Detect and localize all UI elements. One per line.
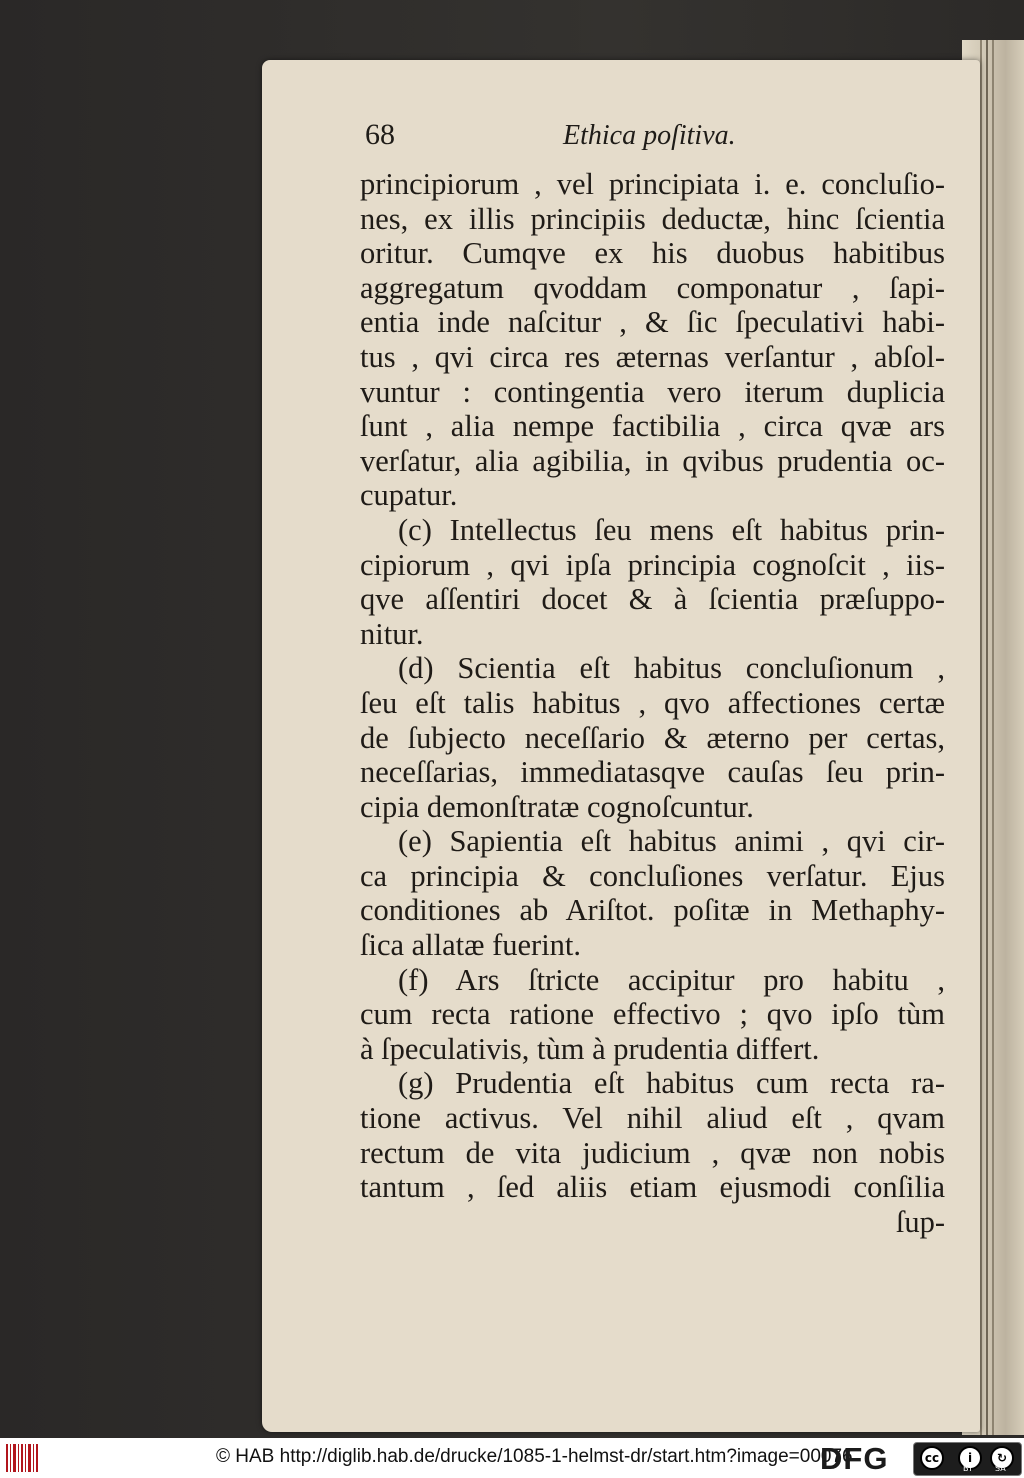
text-line: cipiorum , qvi ipſa principia cognoſcit , iis- [360,547,945,582]
text-line: qve aſſentiri docet & à ſcientia præſuppo- [360,582,945,617]
text-line: ca principia & concluſiones verſatur. Ejus [360,858,945,893]
text-line: neceſſarias, immediatasqve cauſas ſeu prin- [360,755,945,790]
text-line: aggregatum qvoddam componatur , ſapi- [360,270,945,305]
text-line: (g) Prudentia eſt habitus cum recta ra- [398,1066,945,1101]
text-line: entia inde naſcitur , & ſic ſpeculativi habi- [360,305,945,340]
text-line: ſup- [895,1204,945,1239]
body-text [360,167,945,1239]
text-line: ſunt , alia nempe factibilia , circa qvæ ars [360,409,945,444]
text-line: verſatur, alia agibilia, in qvibus prudentia oc- [360,443,945,478]
text-line: vuntur : contingentia vero iterum duplicia [360,374,945,409]
text-line: oritur. Cumqve ex his duobus habitibus [360,236,945,271]
text-line: tantum , ſed aliis etiam ejusmodi conſilia [360,1170,945,1205]
text-line: tus , qvi circa res æternas verſantur , abſol- [360,339,945,374]
by-label: BY [963,1464,973,1473]
text-line: cum recta ratione effectivo ; qvo ipſo tùm [360,997,945,1032]
text-line: rectum de vita judicium , qvæ non nobis [360,1135,945,1170]
text-line: cipia demonſtratæ cognoſcuntur. [360,789,754,824]
text-line: conditiones ab Ariſtot. poſitæ in Methaphy- [360,893,945,928]
text-line: ſeu eſt talis habitus , qvo affectiones certæ [360,685,945,720]
page-header [365,118,965,158]
sa-label: SA [995,1464,1006,1473]
text-line: de ſubjecto neceſſario & æterno per certas, [360,720,945,755]
text-line: tione activus. Vel nihil aliud eſt , qvam [360,1101,945,1136]
text-line: (e) Sapientia eſt habitus animi , qvi cir- [398,824,945,859]
text-line: ſica allatæ fuerint. [360,928,582,963]
running-title: Ethica poſitiva. [563,120,736,151]
text-line: (c) Intellectus ſeu mens eſt habitus prin- [398,512,945,547]
sa-icon: ↻ [990,1446,1014,1470]
citation-link[interactable]: © HAB http://diglib.hab.de/drucke/1085-1-helmst-dr/start.htm?image=00076 [216,1446,853,1467]
text-line: nitur. [360,616,424,651]
barcode-icon [6,1444,44,1472]
text-line: nes, ex illis principiis deductæ, hinc ſcientia [360,201,945,236]
dfg-logo: DFG [820,1441,889,1476]
text-line: (f) Ars ſtricte accipitur pro habitu , [398,962,945,997]
cc-icon: cc [920,1446,944,1470]
page-number: 68 [365,118,395,151]
text-line: (d) Scientia eſt habitus concluſionum , [398,651,945,686]
by-icon: i [958,1446,982,1470]
cc-license-badge[interactable] [913,1442,1022,1476]
text-line: principiorum , vel principiata i. e. concluſio- [360,167,945,201]
viewer-footer [0,1438,1024,1478]
text-line: cupatur. [360,478,458,513]
text-line: à ſpeculativis, tùm à prudentia differt. [360,1031,820,1066]
